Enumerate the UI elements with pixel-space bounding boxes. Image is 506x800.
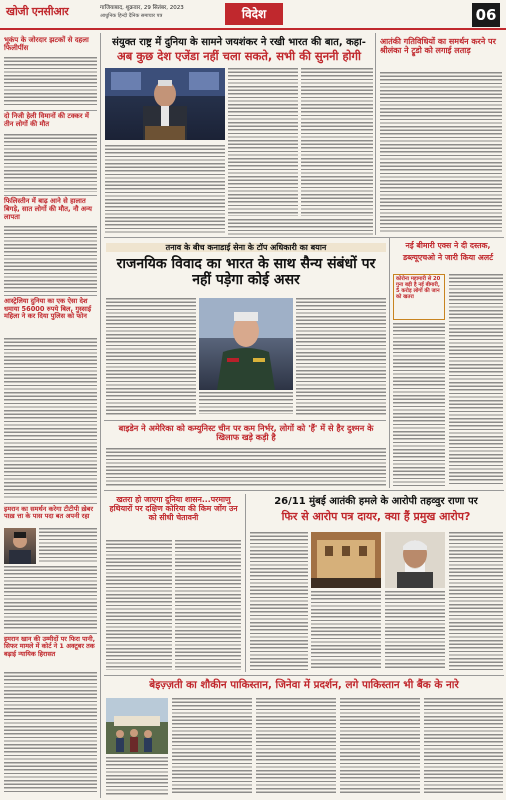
story-headline-second-line: फिर से आरोप पत्र दायर, क्या हैं प्रमुख आरोप? <box>281 510 471 523</box>
story-body <box>311 591 381 670</box>
column-rule <box>389 238 390 488</box>
photo-caption <box>199 392 293 416</box>
story-body <box>250 532 308 670</box>
column-rule <box>375 33 376 235</box>
story-body <box>296 298 386 416</box>
column-rule <box>100 33 101 798</box>
story-photo <box>199 298 293 390</box>
story-headline: भूकंप के जोरदार झटकों से दहला फिलीपींस <box>4 36 89 53</box>
story-body <box>449 274 503 486</box>
story-photo <box>4 528 36 564</box>
story-headline: इमरान का समर्थन करेगा टीटीपी ख़ेबर पाख़ त्ता के पास पदा बत अपनी रहा <box>4 505 94 521</box>
masthead <box>0 0 506 30</box>
story-body <box>106 757 168 795</box>
story-photo <box>311 532 381 588</box>
lead-body <box>301 68 373 216</box>
story-body <box>172 698 252 795</box>
story-headline: आस्ट्रेलिया दुनिया का एक ऐसा देश धमाया 56000 रुपये बिल, गुस्साई महिला ने कर दिया पुलिस को फोन <box>4 297 92 321</box>
story-headline: बेइज़्ज़ती का शौकीन पाकिस्तान, जिनेवा में प्रदर्शन, लगे पाकिस्तान भी बैंक के नारे <box>149 679 459 691</box>
lead-body <box>105 145 225 235</box>
story-body <box>4 672 97 794</box>
story-body <box>449 532 503 670</box>
story-body <box>106 448 386 486</box>
divider <box>4 503 97 504</box>
lead-body <box>228 219 373 235</box>
story-headline: 26/11 मुंबई आतंकी हमले के आरोपी तहव्वुर राणा पर <box>274 496 478 507</box>
divider <box>104 490 504 491</box>
divider <box>4 633 97 634</box>
story-body <box>175 540 241 670</box>
story-headline: बाइडेन ने अमेरिका को कम्युनिस्ट चीन पर कम निर्भर, लोगों को 'हैं' में से हैर दुश्मन के खिलाफ खड़े कड़ी है <box>118 423 374 443</box>
story-body <box>106 298 196 416</box>
column-rule <box>245 494 246 672</box>
story-body <box>424 698 503 795</box>
divider <box>104 237 504 238</box>
story-kicker: तनाव के बीच कनाडाई सेना के टॉप अधिकारी का बयान <box>106 243 386 252</box>
divider <box>4 110 97 111</box>
divider <box>4 295 97 296</box>
story-headline: डब्ल्यूएचओ ने जारी किया अलर्ट <box>402 253 494 262</box>
story-headline: दो निजी हेली विमानों की टक्कर में तीन लोगों की मौत <box>4 112 89 128</box>
page-number: 06 <box>472 3 500 27</box>
story-body <box>4 566 97 630</box>
story-body <box>4 338 97 500</box>
story-headline: खतरा हो जाएगा दुनिया शासन...परमाणु हथियारों पर दक्षिण कोरिया की किम जोंग उन को सीधी चेतावनी <box>109 495 238 522</box>
story-kicker: नई बीमारी एक्स ने दी दस्तक, <box>405 241 491 250</box>
highlight-box <box>393 274 445 320</box>
brand-logo: खोजी एनसीआर <box>6 5 69 18</box>
story-headline: इमरान खान की उम्मीदों पर फिरा पानी, सिफर मामले में कोर्ट ने 1 अक्टूबर तक बढ़ाई न्यायिक हिरासत <box>4 635 96 658</box>
story-body <box>380 72 502 234</box>
highlight-text: कोरोना महामारी से 20 गुना बड़ी है नई बीमारी, 5 करोड़ लोगों की जान को खतरा <box>396 276 441 300</box>
lead-photo <box>105 68 225 140</box>
story-body <box>4 57 97 107</box>
story-body <box>393 323 445 486</box>
masthead-subtitle: आधुनिक हिन्दी दैनिक समाचार पत्र <box>100 13 163 19</box>
divider <box>4 195 97 196</box>
story-body <box>106 540 172 670</box>
story-headline: राजनयिक विवाद का भारत के साथ सैन्य संबंधों पर नहीं पड़ेगा कोई असर <box>116 256 376 289</box>
story-body <box>4 134 97 192</box>
divider <box>104 675 504 676</box>
lead-headline: संयुक्त राष्ट्र में दुनिया के सामने जयशंकर ने रखी भारत की बात, कहा- <box>112 37 366 48</box>
story-body <box>385 591 445 670</box>
story-body <box>340 698 420 795</box>
section-label: विदेश <box>225 3 283 25</box>
story-headline: फिलिस्तीन में बाढ़ आने से हालात बिगड़े, सात लोगों की मौत, नौ अन्य लापता <box>4 197 93 221</box>
story-body <box>256 698 336 795</box>
story-headline: आतंकी गतिविधियों का समर्थन करने पर श्रीलंका ने ट्रूडो को लगाई लताड़ <box>380 37 496 56</box>
story-photo <box>385 532 445 588</box>
lead-headline-second-line: अब कुछ देश एजेंडा नहीं चला सकते, सभी की सुननी होगी <box>116 49 361 63</box>
divider <box>104 420 386 421</box>
lead-body <box>228 68 298 216</box>
dateline: गाजियाबाद, शुक्रवार, 29 सितंबर, 2023 <box>100 5 184 11</box>
story-body <box>4 226 97 292</box>
story-body <box>39 528 97 564</box>
story-photo <box>106 698 168 754</box>
